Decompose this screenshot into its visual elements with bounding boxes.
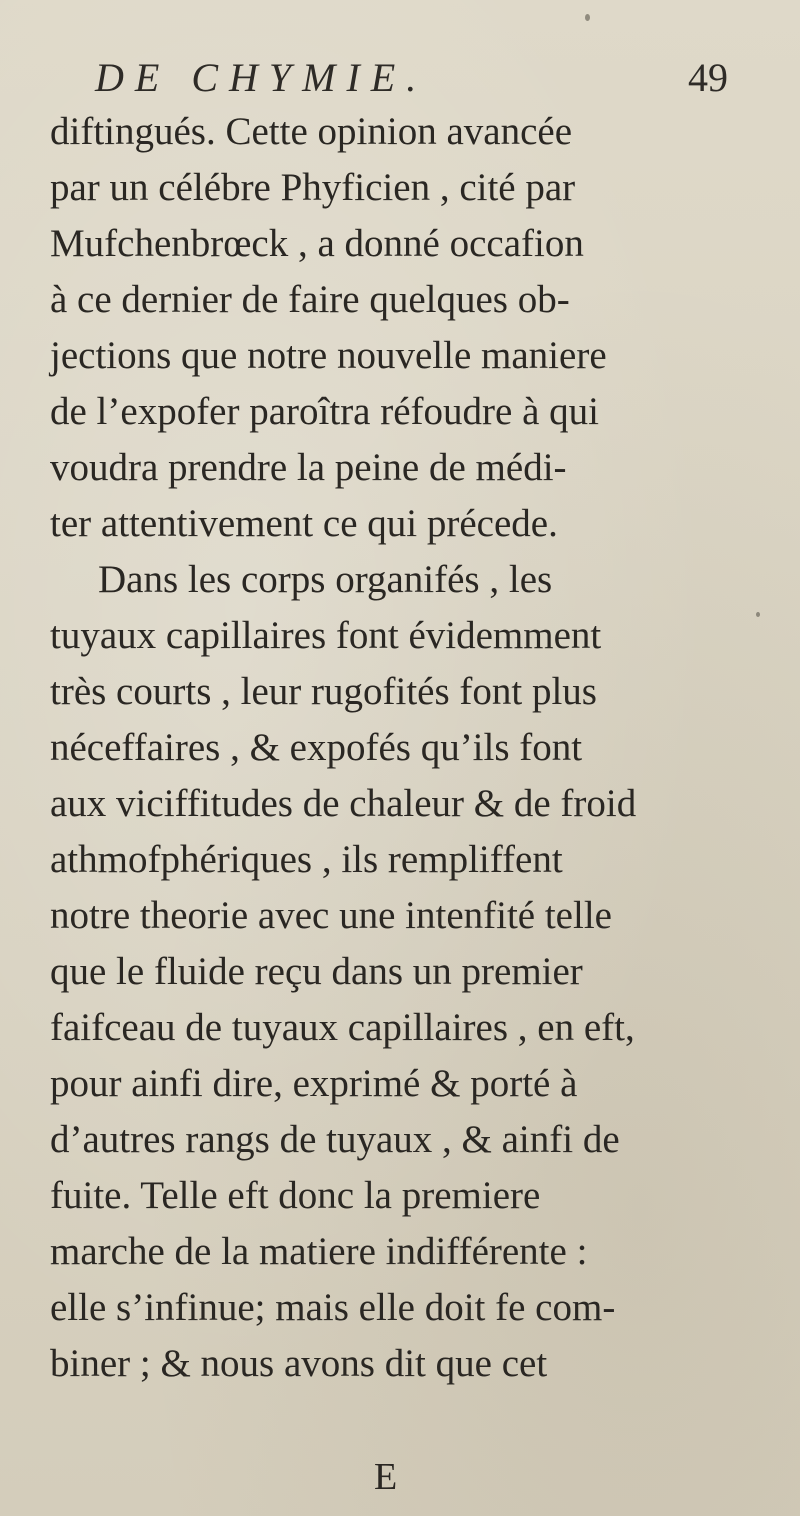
text-line: ter attentivement ce qui précede. [50, 502, 558, 545]
running-head [0, 50, 800, 106]
text-line: jections que notre nouvelle maniere [50, 334, 607, 377]
text-line: que le fluide reçu dans un premier [50, 950, 583, 993]
text-line: elle s’infinue; mais elle doit fe com- [50, 1286, 616, 1329]
text-line: très courts , leur rugofités font plus [50, 670, 597, 713]
ink-speck [585, 14, 590, 21]
text-line: pour ainfi dire, exprimé & porté à [50, 1062, 578, 1105]
text-line: faifceau de tuyaux capillaires , en eft, [50, 1006, 635, 1049]
text-line: néceffaires , & expofés qu’ils font [50, 726, 583, 769]
text-line: Mufchenbrœck , a donné occafion [50, 222, 584, 265]
text-line: notre theorie avec une intenfité telle [50, 894, 612, 937]
text-line: athmofphériques , ils rempliffent [50, 838, 563, 881]
signature-mark: E [374, 1456, 398, 1498]
text-line: d’autres rangs de tuyaux , & ainfi de [50, 1118, 620, 1161]
ink-speck [756, 612, 760, 617]
page-number: 49 [688, 55, 728, 100]
text-line: biner ; & nous avons dit que cet [50, 1342, 548, 1385]
text-line: de l’expofer paroîtra réfoudre à qui [50, 390, 599, 433]
text-line: à ce dernier de faire quelques ob- [50, 278, 570, 321]
text-line: marche de la matiere indifférente : [50, 1230, 588, 1273]
text-line: tuyaux capillaires font évidemment [50, 614, 602, 657]
text-line: par un célébre Phyficien , cité par [50, 166, 576, 209]
text-line: aux viciffitudes de chaleur & de froid [50, 782, 637, 825]
running-title: DE CHYMIE. [95, 55, 428, 100]
paragraph-start-line: Dans les corps organifés , les [98, 558, 553, 601]
text-line: voudra prendre la peine de médi- [50, 446, 567, 489]
text-line: diftingués. Cette opinion avancée [50, 110, 573, 153]
text-line: fuite. Telle eft donc la premiere [50, 1174, 541, 1217]
